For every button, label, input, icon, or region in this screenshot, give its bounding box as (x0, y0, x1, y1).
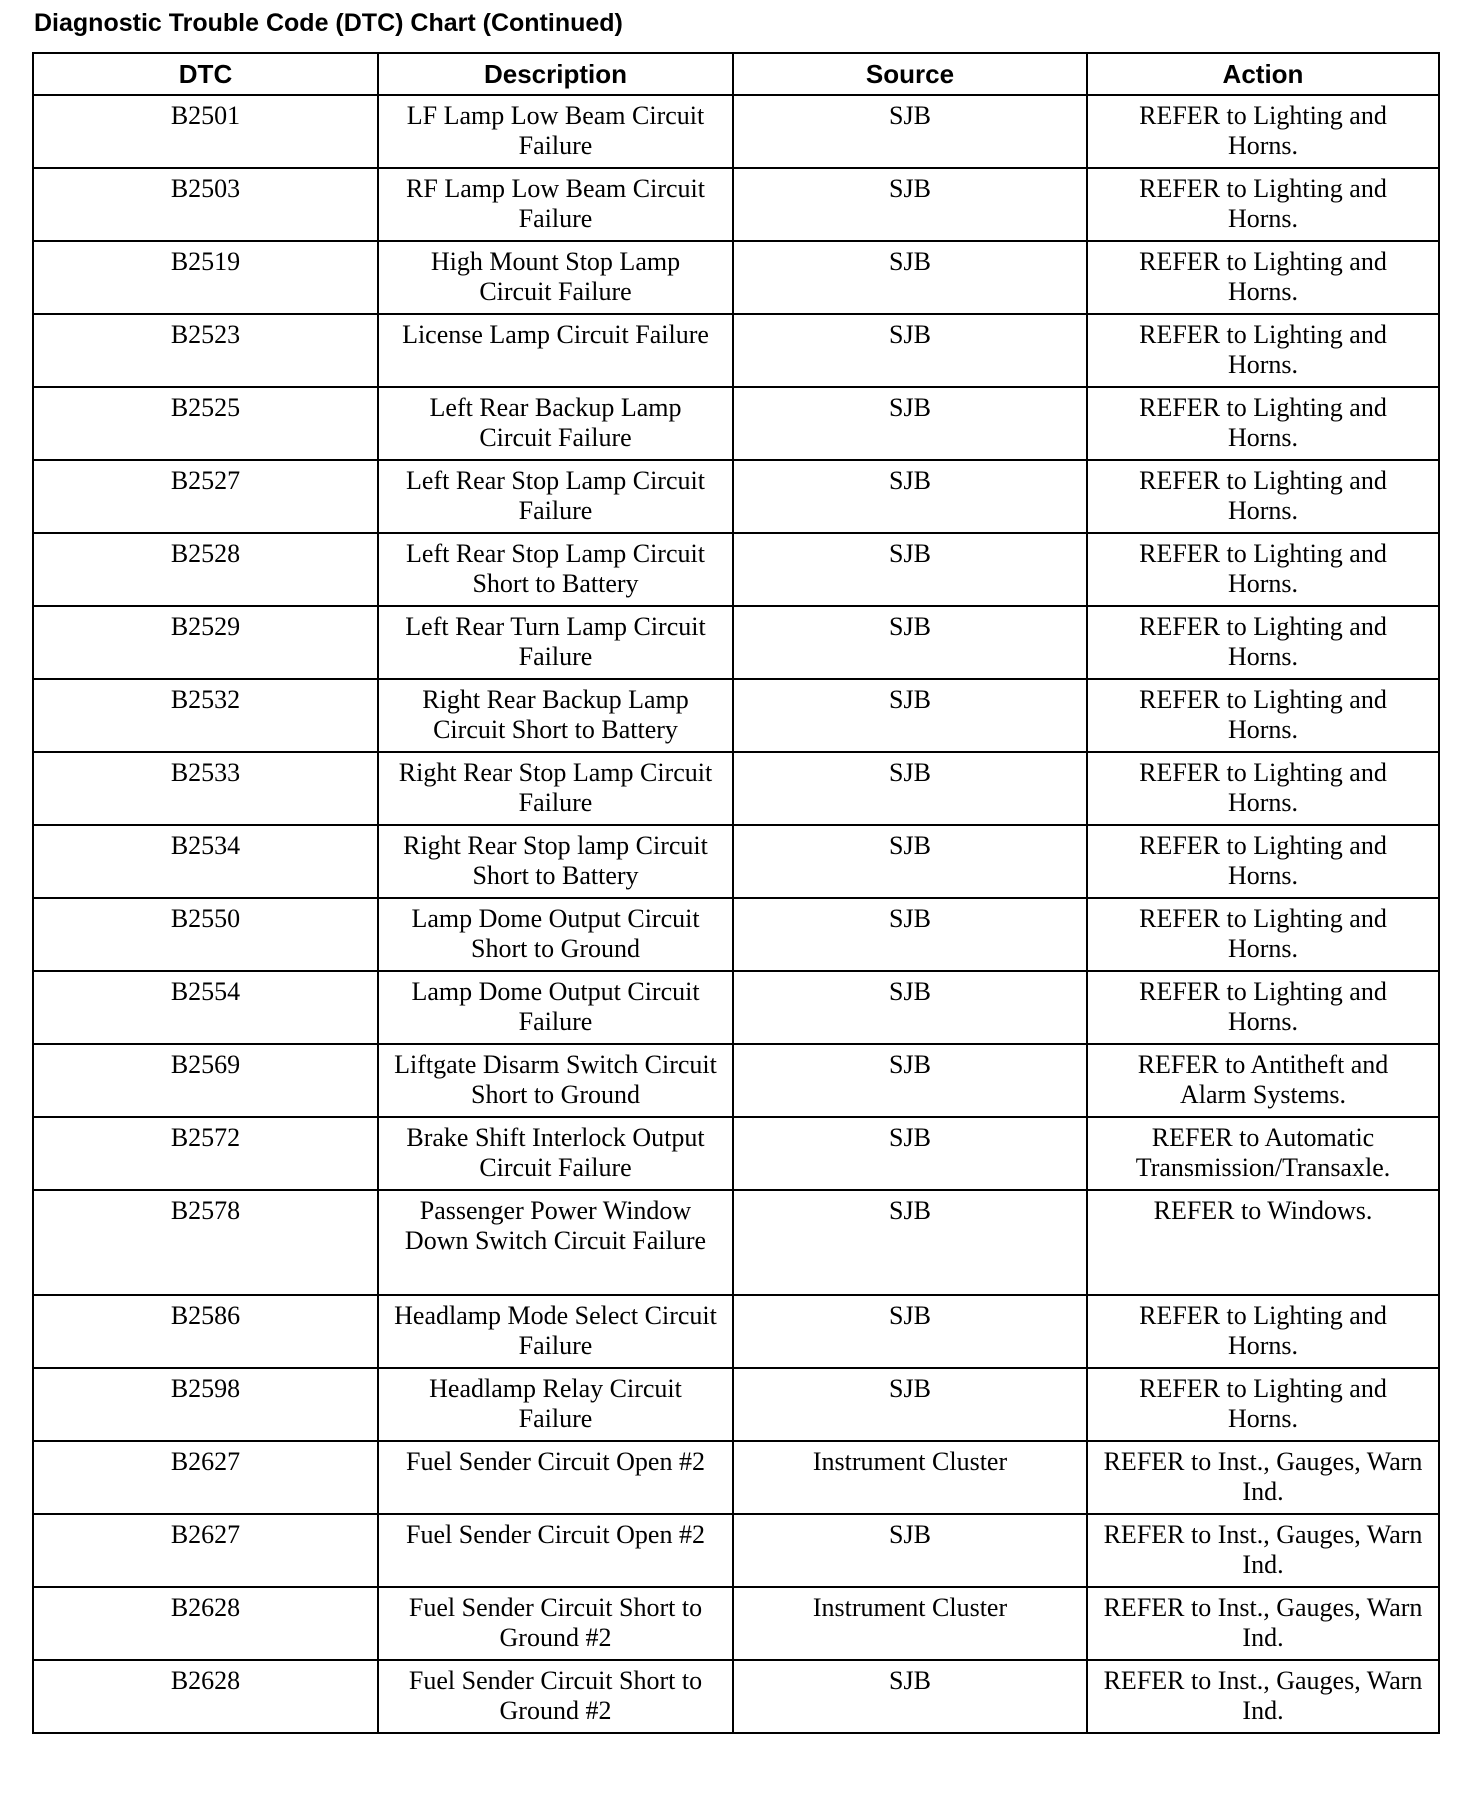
description-text: Lamp Dome Output Circuit Failure (411, 977, 700, 1036)
cell-source: SJB (733, 679, 1087, 752)
cell-dtc: B2554 (33, 971, 378, 1044)
table-row (33, 168, 1439, 241)
cell-dtc: B2533 (33, 752, 378, 825)
action-text: REFER to Lighting and Horns. (1139, 393, 1387, 452)
cell-action (1087, 533, 1439, 606)
page-title: Diagnostic Trouble Code (DTC) Chart (Continued) (34, 9, 623, 37)
action-text: REFER to Inst., Gauges, Warn Ind. (1103, 1520, 1423, 1579)
action-text: REFER to Automatic Transmission/Transaxle. (1135, 1123, 1391, 1182)
header-dtc: DTC (33, 53, 378, 95)
cell-dtc: B2519 (33, 241, 378, 314)
cell-description (378, 387, 733, 460)
description-text: Headlamp Relay Circuit Failure (429, 1374, 682, 1433)
cell-source: SJB (733, 1514, 1087, 1587)
cell-source: SJB (733, 606, 1087, 679)
table-row (33, 752, 1439, 825)
table-row (33, 460, 1439, 533)
header-source: Source (733, 53, 1087, 95)
description-text: Passenger Power Window Down Switch Circuit Failure (404, 1196, 707, 1255)
action-text: REFER to Lighting and Horns. (1139, 685, 1387, 744)
cell-description (378, 533, 733, 606)
action-text: REFER to Lighting and Horns. (1139, 466, 1387, 525)
cell-action (1087, 95, 1439, 168)
cell-action (1087, 168, 1439, 241)
cell-description (378, 679, 733, 752)
cell-dtc: B2527 (33, 460, 378, 533)
cell-dtc: B2525 (33, 387, 378, 460)
cell-action (1087, 1441, 1439, 1514)
cell-dtc: B2627 (33, 1441, 378, 1514)
table-row (33, 898, 1439, 971)
cell-source: SJB (733, 460, 1087, 533)
cell-dtc: B2586 (33, 1295, 378, 1368)
description-text: Left Rear Stop Lamp Circuit Failure (406, 466, 705, 525)
cell-dtc: B2627 (33, 1514, 378, 1587)
cell-dtc: B2569 (33, 1044, 378, 1117)
cell-action (1087, 460, 1439, 533)
cell-action (1087, 1660, 1439, 1733)
cell-source: SJB (733, 1295, 1087, 1368)
cell-description (378, 1044, 733, 1117)
cell-dtc: B2578 (33, 1190, 378, 1295)
cell-dtc: B2534 (33, 825, 378, 898)
cell-source: SJB (733, 825, 1087, 898)
cell-source: SJB (733, 168, 1087, 241)
cell-dtc: B2532 (33, 679, 378, 752)
action-text: REFER to Lighting and Horns. (1139, 174, 1387, 233)
table-row (33, 387, 1439, 460)
description-text: Fuel Sender Circuit Open #2 (406, 1520, 705, 1549)
cell-action (1087, 679, 1439, 752)
table-row (33, 1368, 1439, 1441)
cell-action (1087, 971, 1439, 1044)
action-text: REFER to Lighting and Horns. (1139, 101, 1387, 160)
table-row (33, 1190, 1439, 1295)
table-row (33, 1441, 1439, 1514)
description-text: RF Lamp Low Beam Circuit Failure (406, 174, 705, 233)
cell-description (378, 898, 733, 971)
cell-source: SJB (733, 1044, 1087, 1117)
cell-description (378, 95, 733, 168)
cell-description (378, 314, 733, 387)
cell-source: SJB (733, 1660, 1087, 1733)
table-header-row (33, 53, 1439, 95)
cell-action (1087, 387, 1439, 460)
description-text: Left Rear Backup Lamp Circuit Failure (429, 393, 682, 452)
description-text: Right Rear Stop lamp Circuit Short to Battery (403, 831, 708, 890)
cell-source: SJB (733, 314, 1087, 387)
cell-source: SJB (733, 95, 1087, 168)
table-row (33, 1117, 1439, 1190)
action-text: REFER to Lighting and Horns. (1139, 320, 1387, 379)
cell-source: Instrument Cluster (733, 1587, 1087, 1660)
cell-action (1087, 752, 1439, 825)
cell-action (1087, 1368, 1439, 1441)
action-text: REFER to Lighting and Horns. (1139, 758, 1387, 817)
description-text: Right Rear Stop Lamp Circuit Failure (398, 758, 713, 817)
table-row (33, 1295, 1439, 1368)
description-text: Fuel Sender Circuit Short to Ground #2 (408, 1593, 703, 1652)
description-text: Left Rear Turn Lamp Circuit Failure (405, 612, 706, 671)
cell-description (378, 971, 733, 1044)
cell-description (378, 1514, 733, 1587)
cell-source: SJB (733, 1190, 1087, 1295)
description-text: Liftgate Disarm Switch Circuit Short to Ground (394, 1050, 717, 1109)
cell-source: SJB (733, 752, 1087, 825)
table-row (33, 1660, 1439, 1733)
cell-description (378, 1190, 733, 1295)
cell-description (378, 1660, 733, 1733)
header-action: Action (1087, 53, 1439, 95)
cell-description (378, 1117, 733, 1190)
table-row (33, 1514, 1439, 1587)
table-row (33, 679, 1439, 752)
cell-description (378, 1441, 733, 1514)
cell-action (1087, 1295, 1439, 1368)
cell-action (1087, 1190, 1439, 1295)
description-text: License Lamp Circuit Failure (402, 320, 709, 349)
table-row (33, 533, 1439, 606)
description-text: Fuel Sender Circuit Open #2 (406, 1447, 705, 1476)
cell-description (378, 1368, 733, 1441)
cell-action (1087, 241, 1439, 314)
cell-dtc: B2628 (33, 1660, 378, 1733)
table-row (33, 825, 1439, 898)
cell-dtc: B2572 (33, 1117, 378, 1190)
description-text: Brake Shift Interlock Output Circuit Failure (406, 1123, 705, 1182)
cell-action (1087, 898, 1439, 971)
description-text: Left Rear Stop Lamp Circuit Short to Battery (406, 539, 705, 598)
action-text: REFER to Lighting and Horns. (1139, 1301, 1387, 1360)
action-text: REFER to Lighting and Horns. (1139, 977, 1387, 1036)
table-row (33, 95, 1439, 168)
description-text: LF Lamp Low Beam Circuit Failure (406, 101, 705, 160)
action-text: REFER to Inst., Gauges, Warn Ind. (1103, 1593, 1423, 1652)
action-text: REFER to Lighting and Horns. (1139, 831, 1387, 890)
cell-description (378, 168, 733, 241)
action-text: REFER to Lighting and Horns. (1139, 539, 1387, 598)
description-text: Headlamp Mode Select Circuit Failure (394, 1301, 717, 1360)
cell-description (378, 825, 733, 898)
cell-source: SJB (733, 898, 1087, 971)
table-row (33, 971, 1439, 1044)
cell-action (1087, 1044, 1439, 1117)
cell-description (378, 606, 733, 679)
cell-dtc: B2503 (33, 168, 378, 241)
cell-action (1087, 1514, 1439, 1587)
cell-source: SJB (733, 971, 1087, 1044)
cell-dtc: B2528 (33, 533, 378, 606)
cell-source: SJB (733, 241, 1087, 314)
cell-description (378, 241, 733, 314)
header-description: Description (378, 53, 733, 95)
dtc-table (32, 52, 1440, 1734)
cell-description (378, 460, 733, 533)
cell-source: Instrument Cluster (733, 1441, 1087, 1514)
cell-dtc: B2628 (33, 1587, 378, 1660)
cell-dtc: B2550 (33, 898, 378, 971)
cell-description (378, 1587, 733, 1660)
cell-dtc: B2523 (33, 314, 378, 387)
description-text: Fuel Sender Circuit Short to Ground #2 (408, 1666, 703, 1725)
cell-description (378, 752, 733, 825)
action-text: REFER to Lighting and Horns. (1139, 612, 1387, 671)
cell-dtc: B2529 (33, 606, 378, 679)
action-text: REFER to Lighting and Horns. (1139, 1374, 1387, 1433)
action-text: REFER to Antitheft and Alarm Systems. (1137, 1050, 1389, 1109)
description-text: Right Rear Backup Lamp Circuit Short to Battery (422, 685, 689, 744)
cell-dtc: B2598 (33, 1368, 378, 1441)
action-text: REFER to Windows. (1153, 1196, 1373, 1225)
cell-action (1087, 314, 1439, 387)
cell-source: SJB (733, 387, 1087, 460)
cell-action (1087, 606, 1439, 679)
action-text: REFER to Inst., Gauges, Warn Ind. (1103, 1447, 1423, 1506)
description-text: High Mount Stop Lamp Circuit Failure (430, 247, 681, 306)
description-text: Lamp Dome Output Circuit Short to Ground (411, 904, 700, 963)
table-row (33, 241, 1439, 314)
table-row (33, 1587, 1439, 1660)
action-text: REFER to Lighting and Horns. (1139, 247, 1387, 306)
cell-source: SJB (733, 1117, 1087, 1190)
cell-description (378, 1295, 733, 1368)
cell-action (1087, 1117, 1439, 1190)
cell-source: SJB (733, 533, 1087, 606)
table-row (33, 314, 1439, 387)
cell-source: SJB (733, 1368, 1087, 1441)
action-text: REFER to Lighting and Horns. (1139, 904, 1387, 963)
table-row (33, 1044, 1439, 1117)
action-text: REFER to Inst., Gauges, Warn Ind. (1103, 1666, 1423, 1725)
cell-action (1087, 825, 1439, 898)
table-row (33, 606, 1439, 679)
cell-dtc: B2501 (33, 95, 378, 168)
cell-action (1087, 1587, 1439, 1660)
